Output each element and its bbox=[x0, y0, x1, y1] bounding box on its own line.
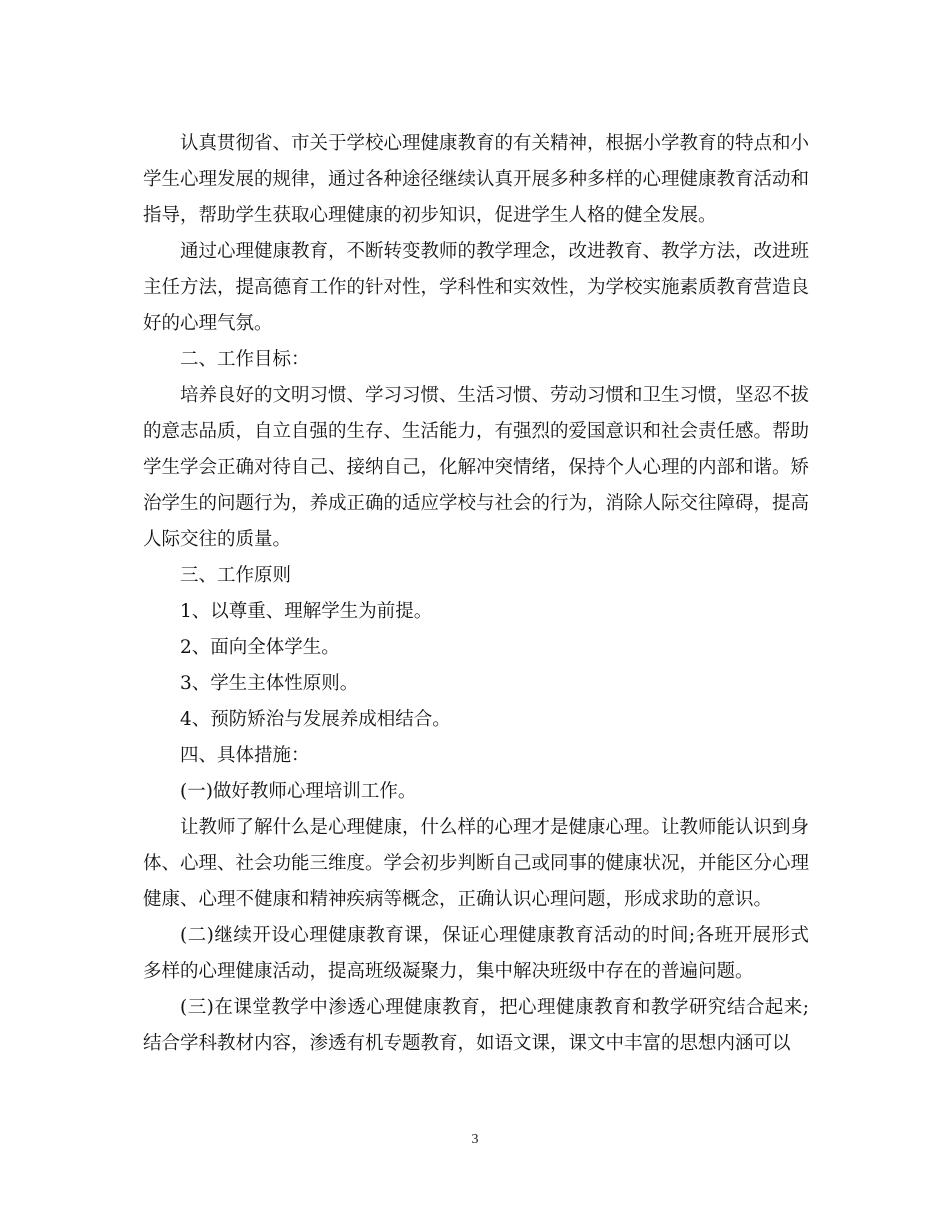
paragraph-goals-detail: 培养良好的文明习惯、学习习惯、生活习惯、劳动习惯和卫生习惯，坚忍不拔的意志品质，自立自强的生存、生活能力，有强烈的爱国意识和社会责任感。帮助学生学会正确对待自己、接纳自己，化解冲突情绪，保持个人心理的内部和谐。矫治学生的问题行为，养成正确的适应学校与社会的行为，消除人际交往障碍，提高人际交往的质量。 bbox=[143, 385, 810, 550]
measure-heading-1: (一)做好教师心理培训工作。 bbox=[180, 781, 417, 802]
principle-item-4: 4、预防矫治与发展养成相结合。 bbox=[180, 709, 451, 730]
paragraph-teacher-training: 让教师了解什么是心理健康，什么样的心理才是健康心理。让教师能认识到身体、心理、社会功能三维度。学会初步判断自己或同事的健康状况，并能区分心理健康、心理不健康和精神疾病等概念，正确认识心理问题，形成求助的意识。 bbox=[143, 817, 810, 910]
page-number: 3 bbox=[471, 1132, 479, 1147]
heading-specific-measures: 四、具体措施： bbox=[180, 745, 310, 766]
principle-item-3: 3、学生主体性原则。 bbox=[180, 673, 359, 694]
paragraph-teacher-concepts: 通过心理健康教育，不断转变教师的教学理念，改进教育、教学方法，改进班主任方法，提高德育工作的针对性，学科性和实效性，为学校实施素质教育营造良好的心理气氛。 bbox=[143, 241, 810, 334]
heading-work-principles: 三、工作原则 bbox=[180, 565, 292, 586]
paragraph-guiding-principles: 认真贯彻省、市关于学校心理健康教育的有关精神，根据小学教育的特点和小学生心理发展的规律，通过各种途径继续认真开展多种多样的心理健康教育活动和指导，帮助学生获取心理健康的初步知识，促进学生人格的健全发展。 bbox=[143, 133, 810, 226]
heading-work-goals: 二、工作目标： bbox=[180, 349, 310, 370]
principle-item-2: 2、面向全体学生。 bbox=[180, 637, 340, 658]
measure-paragraph-2: (二)继续开设心理健康教育课，保证心理健康教育活动的时间;各班开展形式多样的心理健康活动，提高班级凝聚力，集中解决班级中存在的普遍问题。 bbox=[143, 925, 809, 982]
measure-paragraph-3: (三)在课堂教学中渗透心理健康教育，把心理健康教育和教学研究结合起来;结合学科教材内容，渗透有机专题教育，如语文课，课文中丰富的思想内涵可以 bbox=[143, 997, 809, 1054]
principle-item-1: 1、以尊重、理解学生为前提。 bbox=[180, 601, 433, 622]
body-text bbox=[143, 126, 809, 1062]
